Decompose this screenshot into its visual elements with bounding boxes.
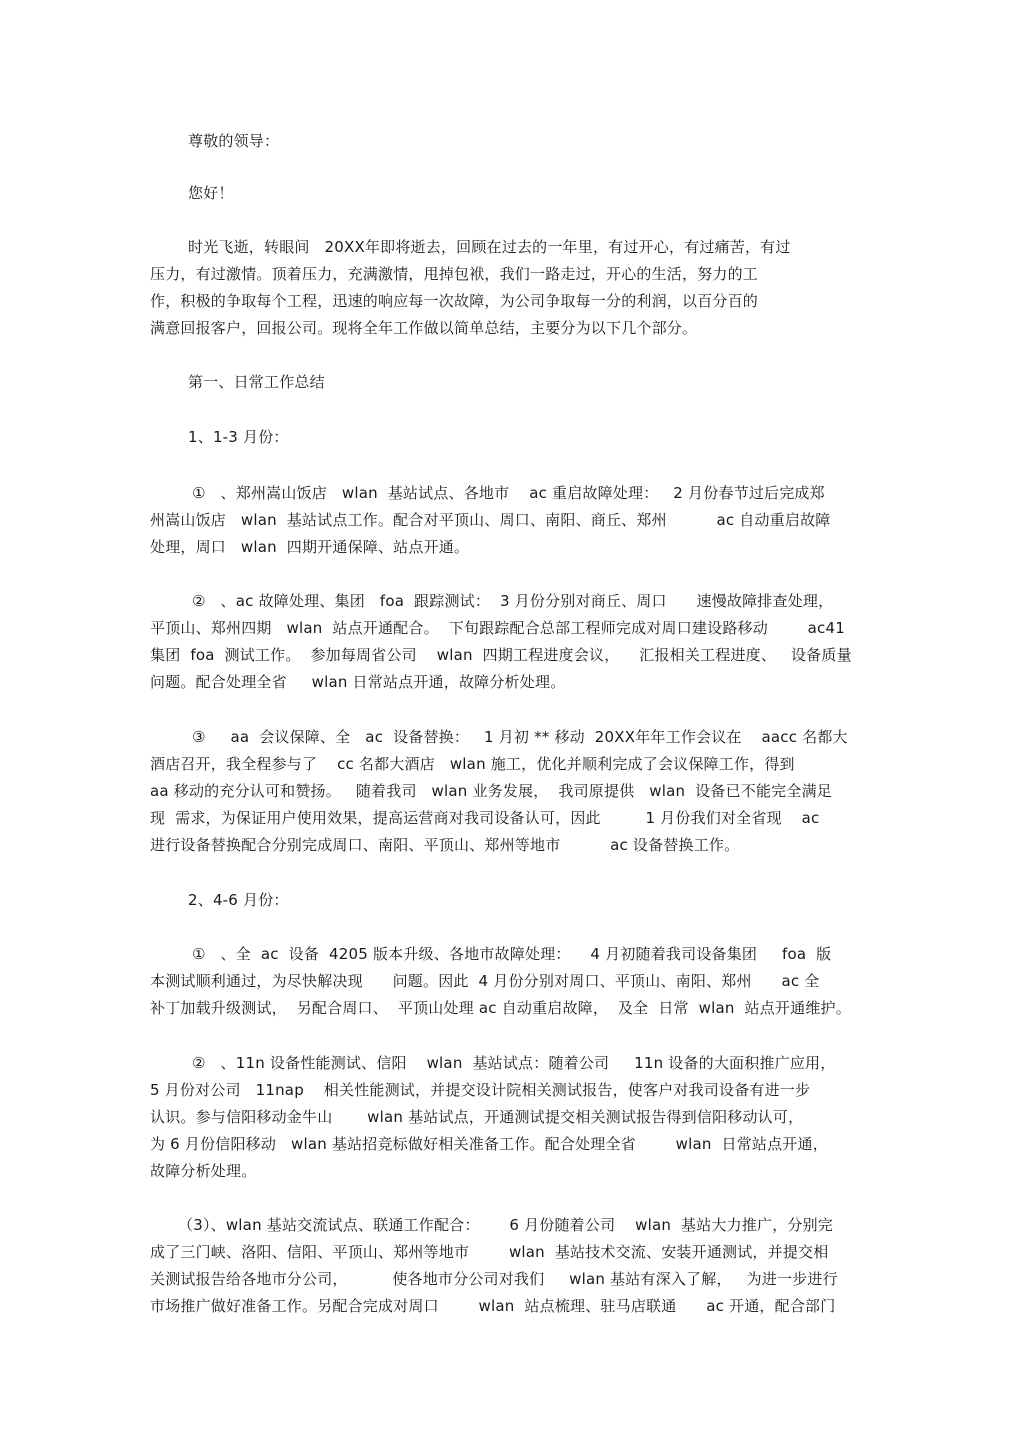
paragraph-line: ③ aa 会议保障、全 ac 设备替换： 1 月初 ** 移动 20XX年年工作会议在 aacc 名都大 bbox=[192, 728, 848, 746]
paragraph-line: 平顶山、郑州四期 wlan 站点开通配合。 下旬跟踪配合总部工程师完成对周口建设路移动 ac41 bbox=[150, 619, 845, 637]
period-heading: 1、1-3 月份： bbox=[188, 428, 289, 446]
paragraph-line: 认识。参与信阳移动金牛山 wlan 基站试点，开通测试提交相关测试报告得到信阳移动认可， bbox=[150, 1108, 804, 1126]
paragraph-line: （3）、wlan 基站交流试点、联通工作配合： 6 月份随着公司 wlan 基站大力推广，分别完 bbox=[178, 1216, 834, 1234]
section-heading: 第一、日常工作总结 bbox=[188, 373, 325, 391]
paragraph-line: 故障分析处理。 bbox=[150, 1162, 257, 1180]
paragraph-line: 问题。配合处理全省 wlan 日常站点开通，故障分析处理。 bbox=[150, 673, 566, 691]
paragraph-line: 现 需求，为保证用户使用效果，提高运营商对我司设备认可，因此 1 月份我们对全省现 ac bbox=[150, 809, 820, 827]
paragraph-line: 本测试顺利通过，为尽快解决现 问题。因此 4 月份分别对周口、平顶山、南阳、郑州 ac 全 bbox=[150, 972, 820, 990]
paragraph-line: 成了三门峡、洛阳、信阳、平顶山、郑州等地市 wlan 基站技术交流、安装开通测试，并提交相 bbox=[150, 1243, 829, 1261]
paragraph-line: 州嵩山饭店 wlan 基站试点工作。配合对平顶山、周口、南阳、商丘、郑州 ac 自动重启故障 bbox=[150, 511, 831, 529]
period-heading: 2、4-6 月份： bbox=[188, 891, 289, 909]
intro-line: 压力，有过激情。顶着压力，充满激情，甩掉包袱，我们一路走过，开心的生活，努力的工 bbox=[150, 265, 759, 283]
paragraph-line: 集团 foa 测试工作。 参加每周省公司 wlan 四期工程进度会议， 汇报相关工程进度、 设备质量 bbox=[150, 646, 852, 664]
intro-line: 满意回报客户，回报公司。现将全年工作做以简单总结，主要分为以下几个部分。 bbox=[150, 319, 698, 337]
salutation: 您好！ bbox=[188, 184, 234, 202]
intro-line: 作，积极的争取每个工程，迅速的响应每一次故障，为公司争取每一分的利润，以百分百的 bbox=[150, 292, 759, 310]
paragraph-line: 补丁加载升级测试， 另配合周口、 平顶山处理 ac 自动重启故障， 及全 日常 wlan 站点开通维护。 bbox=[150, 999, 851, 1017]
paragraph-line: 关测试报告给各地市分公司， 使各地市分公司对我们 wlan 基站有深入了解， 为进一步进行 bbox=[150, 1270, 838, 1288]
intro-line: 时光飞逝，转眼间 20XX年即将逝去，回顾在过去的一年里，有过开心，有过痛苦，有过 bbox=[188, 238, 791, 256]
paragraph-line: 为 6 月份信阳移动 wlan 基站招竞标做好相关准备工作。配合处理全省 wlan 日常站点开通， bbox=[150, 1135, 828, 1153]
greeting: 尊敬的领导： bbox=[188, 132, 280, 150]
paragraph-line: aa 移动的充分认可和赞扬。 随着我司 wlan 业务发展， 我司原提供 wlan 设备已不能完全满足 bbox=[150, 782, 832, 800]
paragraph-line: 酒店召开，我全程参与了 cc 名都大酒店 wlan 施工，优化并顺利完成了会议保障工作，得到 bbox=[150, 755, 795, 773]
paragraph-line: ② 、ac 故障处理、集团 foa 跟踪测试： 3 月份分别对商丘、周口 速慢故障排查处理， bbox=[192, 592, 834, 610]
paragraph-line: 处理，周口 wlan 四期开通保障、站点开通。 bbox=[150, 538, 470, 556]
paragraph-line: 市场推广做好准备工作。另配合完成对周口 wlan 站点梳理、驻马店联通 ac 开通，配合部门 bbox=[150, 1297, 836, 1315]
paragraph-line: ① 、全 ac 设备 4205 版本升级、各地市故障处理： 4 月初随着我司设备集团 foa 版 bbox=[192, 945, 832, 963]
paragraph-line: ② 、11n 设备性能测试、信阳 wlan 基站试点：随着公司 11n 设备的大面积推广应用， bbox=[192, 1054, 836, 1072]
paragraph-line: ① 、郑州嵩山饭店 wlan 基站试点、各地市 ac 重启故障处理： 2 月份春节过后完成郑 bbox=[192, 484, 825, 502]
paragraph-line: 5 月份对公司 11nap 相关性能测试，并提交设计院相关测试报告，使客户对我司设备有进一步 bbox=[150, 1081, 811, 1099]
paragraph-line: 进行设备替换配合分别完成周口、南阳、平顶山、郑州等地市 ac 设备替换工作。 bbox=[150, 836, 740, 854]
